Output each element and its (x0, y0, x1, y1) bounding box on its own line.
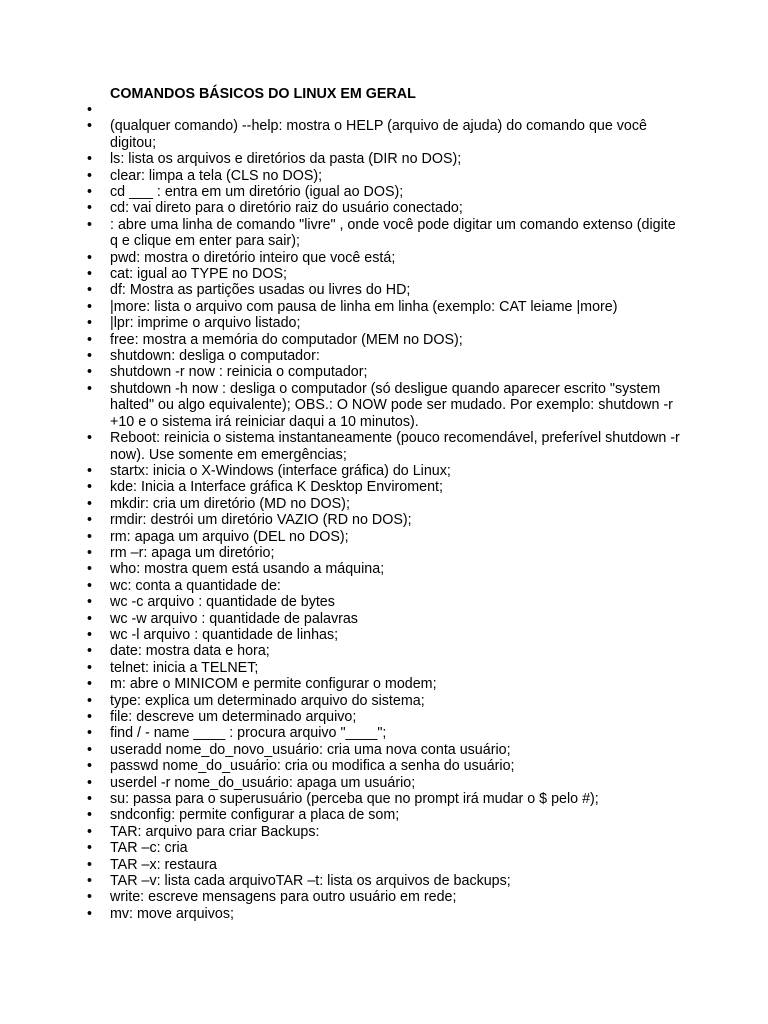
bullet-icon: • (87, 709, 93, 726)
list-item-text: file: descreve um determinado arquivo; (110, 709, 357, 726)
list-item (85, 906, 685, 922)
bullet-icon: • (87, 266, 93, 283)
bullet-icon: • (87, 659, 93, 676)
list-item (85, 627, 685, 643)
list-item (85, 529, 685, 545)
bullet-icon: • (87, 216, 93, 233)
bullet-icon: • (87, 348, 93, 365)
list-item-text: rm: apaga um arquivo (DEL no DOS); (110, 528, 349, 545)
bullet-icon: • (87, 298, 93, 315)
list-item (85, 364, 685, 380)
bullet-icon: • (87, 512, 93, 529)
list-item (85, 709, 685, 725)
list-item-text: cat: igual ao TYPE no DOS; (110, 266, 287, 283)
list-item-text: |lpr: imprime o arquivo listado; (110, 315, 301, 332)
list-item (85, 282, 685, 298)
list-item-text: wc -c arquivo : quantidade de bytes (110, 594, 335, 611)
bullet-icon: • (87, 774, 93, 791)
list-item-text: wc: conta a quantidade de: (110, 577, 281, 594)
list-item (85, 217, 685, 250)
bullet-icon: • (87, 184, 93, 201)
list-item (85, 561, 685, 577)
list-item (85, 545, 685, 561)
list-item-text: df: Mostra as partições usadas ou livres do HD; (110, 282, 411, 299)
list-item (85, 266, 685, 282)
bullet-icon: • (87, 479, 93, 496)
list-item (85, 151, 685, 167)
bullet-icon: • (87, 495, 93, 512)
list-item-text: free: mostra a memória do computador (MEM no DOS); (110, 331, 463, 348)
list-item (85, 200, 685, 216)
list-item (85, 381, 685, 430)
list-item (85, 643, 685, 659)
list-item (85, 184, 685, 200)
list-item-text: write: escreve mensagens para outro usuário em rede; (110, 889, 457, 906)
list-item-text: rmdir: destrói um diretório VAZIO (RD no DOS); (110, 512, 412, 529)
bullet-icon: • (87, 315, 93, 332)
list-item-text: cd ___ : entra em um diretório (igual ao DOS); (110, 184, 404, 201)
list-item-text: mkdir: cria um diretório (MD no DOS); (110, 495, 350, 512)
bullet-icon: • (87, 905, 93, 922)
list-item-text: kde: Inicia a Interface gráfica K Desktop Enviroment; (110, 479, 443, 496)
list-item-text: su: passa para o superusuário (perceba que no prompt irá mudar o $ pelo #); (110, 791, 599, 808)
bullet-icon: • (87, 889, 93, 906)
list-item-text: TAR –c: cria (110, 840, 188, 857)
list-item (85, 118, 685, 151)
list-item-text: pwd: mostra o diretório inteiro que você está; (110, 249, 396, 266)
list-item-text: Reboot: reinicia o sistema instantaneamente (pouco recomendável, preferível shutdown -r now). Use somente em emergências; (110, 430, 680, 463)
list-item-text: passwd nome_do_usuário: cria ou modifica a senha do usuário; (110, 758, 515, 775)
list-item (85, 873, 685, 889)
list-item-text: (qualquer comando) --help: mostra o HELP (arquivo de ajuda) do comando que você digitou; (110, 118, 647, 151)
list-item (85, 857, 685, 873)
list-item (85, 758, 685, 774)
list-item (85, 168, 685, 184)
list-item (85, 660, 685, 676)
list-item-text: startx: inicia o X-Windows (interface gráfica) do Linux; (110, 462, 451, 479)
list-item-text: ls: lista os arquivos e diretórios da pasta (DIR no DOS); (110, 151, 462, 168)
list-item (85, 611, 685, 627)
list-item-text: userdel -r nome_do_usuário: apaga um usuário; (110, 774, 416, 791)
list-item (85, 742, 685, 758)
list-item (85, 430, 685, 463)
list-item (85, 315, 685, 331)
list-item (85, 676, 685, 692)
bullet-icon: • (87, 118, 93, 135)
command-list (85, 102, 685, 922)
list-item (85, 693, 685, 709)
list-item-text: useradd nome_do_novo_usuário: cria uma nova conta usuário; (110, 741, 511, 758)
list-item-text: wc -l arquivo : quantidade de linhas; (110, 626, 339, 643)
list-item (85, 496, 685, 512)
list-item-text: TAR –x: restaura (110, 856, 217, 873)
list-item (85, 299, 685, 315)
list-item-text: clear: limpa a tela (CLS no DOS); (110, 167, 323, 184)
list-item-text: : abre uma linha de comando "livre" , onde você pode digitar um comando extenso (digite q e clique em enter para sair); (110, 216, 676, 250)
list-item (85, 807, 685, 823)
list-item-text: wc -w arquivo : quantidade de palavras (110, 610, 358, 627)
list-item (85, 594, 685, 610)
list-item (85, 463, 685, 479)
list-item (85, 725, 685, 741)
list-item-text: |more: lista o arquivo com pausa de linha em linha (exemplo: CAT leiame |more) (110, 298, 618, 315)
list-item (85, 512, 685, 528)
list-item (85, 102, 685, 118)
list-item-text: shutdown -r now : reinicia o computador; (110, 364, 368, 381)
bullet-icon: • (87, 167, 93, 184)
list-item-text: rm –r: apaga um diretório; (110, 544, 275, 561)
bullet-icon: • (87, 462, 93, 479)
bullet-icon: • (87, 577, 93, 594)
bullet-icon: • (87, 544, 93, 561)
bullet-icon: • (87, 725, 93, 742)
list-item-text: m: abre o MINICOM e permite configurar o modem; (110, 676, 437, 693)
bullet-icon: • (87, 807, 93, 824)
bullet-icon: • (87, 643, 93, 660)
bullet-icon: • (87, 200, 93, 217)
bullet-icon: • (87, 856, 93, 873)
bullet-icon: • (87, 364, 93, 381)
list-item-text: sndconfig: permite configurar a placa de som; (110, 807, 400, 824)
bullet-icon: • (87, 331, 93, 348)
list-item (85, 332, 685, 348)
list-item-text: type: explica um determinado arquivo do sistema; (110, 692, 425, 709)
list-item-text: TAR –v: lista cada arquivoTAR –t: lista os arquivos de backups; (110, 873, 511, 890)
bullet-icon: • (87, 282, 93, 299)
list-item-text: shutdown: desliga o computador: (110, 348, 320, 365)
bullet-icon: • (87, 561, 93, 578)
list-item (85, 479, 685, 495)
list-item-text: date: mostra data e hora; (110, 643, 270, 660)
bullet-icon: • (87, 430, 93, 447)
list-item-text: mv: move arquivos; (110, 905, 234, 922)
bullet-icon: • (87, 676, 93, 693)
bullet-icon: • (87, 692, 93, 709)
list-item (85, 889, 685, 905)
list-item (85, 250, 685, 266)
list-item-text: cd: vai direto para o diretório raiz do usuário conectado; (110, 200, 463, 217)
list-item (85, 824, 685, 840)
bullet-icon: • (87, 594, 93, 611)
bullet-icon: • (87, 528, 93, 545)
list-item-text: who: mostra quem está usando a máquina; (110, 561, 385, 578)
list-item (85, 775, 685, 791)
list-item-text: shutdown -h now : desliga o computador (só desligue quando aparecer escrito "system halted" ou algo equivalente); OBS.: O NOW pode ser mudado. Por exemplo: shutdown -r +10 e o sistema irá reiniciar daqui a 10 minutos). (110, 380, 673, 430)
list-item (85, 840, 685, 856)
bullet-icon: • (87, 758, 93, 775)
bullet-icon: • (87, 610, 93, 627)
bullet-icon: • (87, 741, 93, 758)
document-title: COMANDOS BÁSICOS DO LINUX EM GERAL (110, 86, 416, 102)
list-item (85, 791, 685, 807)
bullet-icon: • (87, 823, 93, 840)
list-item (85, 578, 685, 594)
list-item-text: TAR: arquivo para criar Backups: (110, 823, 320, 840)
bullet-icon: • (87, 873, 93, 890)
list-item (85, 348, 685, 364)
bullet-icon: • (87, 380, 93, 397)
bullet-icon: • (87, 626, 93, 643)
bullet-icon: • (87, 249, 93, 266)
bullet-icon: • (87, 102, 93, 118)
bullet-icon: • (87, 840, 93, 857)
list-item-text: telnet: inicia a TELNET; (110, 659, 259, 676)
list-item-text: find / - name ____ : procura arquivo "____"; (110, 725, 387, 742)
bullet-icon: • (87, 151, 93, 168)
bullet-icon: • (87, 791, 93, 808)
